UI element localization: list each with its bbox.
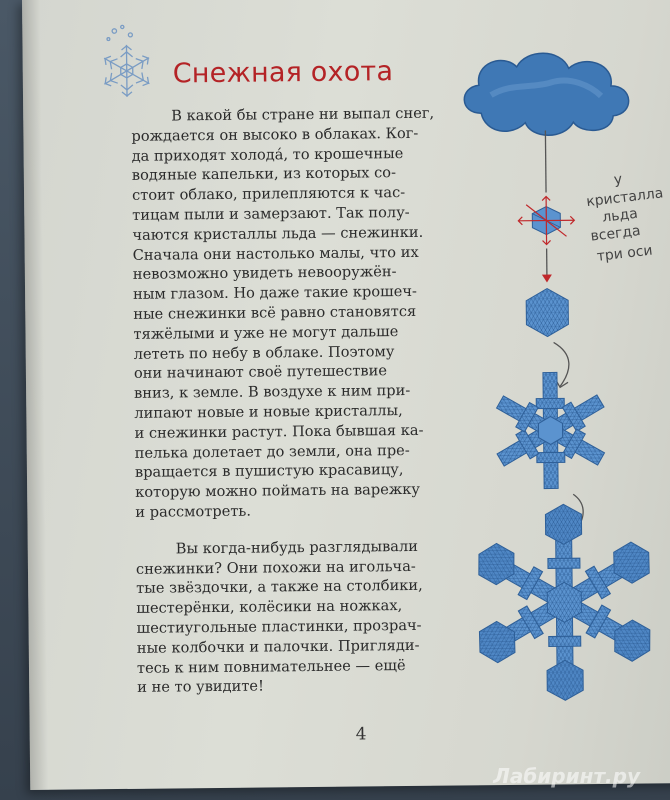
text-line: они начинают своё путешествие — [133, 362, 388, 383]
watermark: Лабиринт.ру — [493, 764, 640, 788]
text-line: и рассмотреть. — [135, 502, 252, 521]
text-line: В какой бы стране ни выпал снег, — [171, 104, 435, 125]
text-line: Сначала они настолько малы, что их — [132, 243, 419, 264]
text-line: тесь к ним повнимательнее — ещё — [136, 656, 406, 677]
text-line: лететь по небу в облаке. Поэтому — [133, 342, 395, 363]
page-title: Снежная охота — [172, 56, 394, 90]
text-line: шестиугольные пластинки, прозрач- — [136, 616, 422, 637]
paragraph-1 — [131, 104, 435, 523]
page-number: 4 — [355, 724, 367, 745]
arrow-line — [545, 131, 546, 193]
text-line: стоит облако, прилепляются к час- — [131, 184, 406, 205]
text-line: чаются кристаллы льда — снежинки. — [132, 223, 424, 244]
page-spine-shadow — [22, 0, 48, 790]
note-line: кристалла — [585, 185, 665, 211]
text-line: рождается он высоко в облаках. Ког- — [131, 124, 419, 145]
large-snowflake-icon — [469, 503, 659, 701]
cloud-icon — [464, 52, 629, 136]
medium-snowflake-icon — [493, 372, 609, 489]
note-line: у — [613, 171, 624, 189]
text-line: ные снежинки всё равно становятся — [133, 302, 417, 323]
text-line: ные колбочки и палочки. Пригляди- — [136, 636, 420, 657]
text-line: пелька долетает до земли, она пре- — [134, 441, 410, 462]
text-line: тицам пыли и замерзают. Так полу- — [132, 203, 410, 224]
note-line: три оси — [595, 242, 654, 265]
small-snowflake-icon — [526, 288, 569, 336]
paragraph-2 — [136, 536, 438, 698]
text-line: да приходят холода́, то крошечные — [131, 144, 404, 165]
text-line: ным глазом. Но даже такие крошеч- — [133, 283, 417, 304]
text-line: вниз, к земле. В воздухе к ним при- — [134, 382, 411, 403]
note-line: льда — [601, 205, 639, 226]
text-line: водяные капельки, из которых со- — [131, 164, 397, 185]
text-line: и снежинки растут. Пока бывшая ка- — [134, 421, 424, 442]
text-line: тяжёлыми и уже не могут дальше — [133, 322, 399, 343]
book-page — [22, 0, 670, 790]
note-line: всегда — [589, 222, 642, 245]
text-line: Вы когда-нибудь разглядывали — [175, 537, 419, 558]
text-line: невозможно увидеть невооружён- — [132, 263, 397, 284]
text-line: тые звёздочки, а также на столбики, — [136, 577, 423, 598]
ice-crystal-icon — [518, 196, 574, 245]
text-line: снежинки? Они похожи на игольча- — [135, 557, 416, 578]
snowflake-ornament-icon — [84, 22, 169, 107]
text-line: вращается в пушистую красавицу, — [134, 461, 404, 482]
snowflake-growth-illustration — [450, 41, 670, 723]
text-line: и не то увидите! — [137, 677, 264, 697]
arrow-head-icon — [542, 274, 552, 282]
body-text — [131, 104, 437, 698]
text-line: липают новые и новые кристаллы, — [134, 401, 403, 422]
text-line: которую можно поймать на варежку — [135, 481, 421, 501]
text-line: шестерёнки, колёсики на ножках, — [136, 597, 403, 617]
